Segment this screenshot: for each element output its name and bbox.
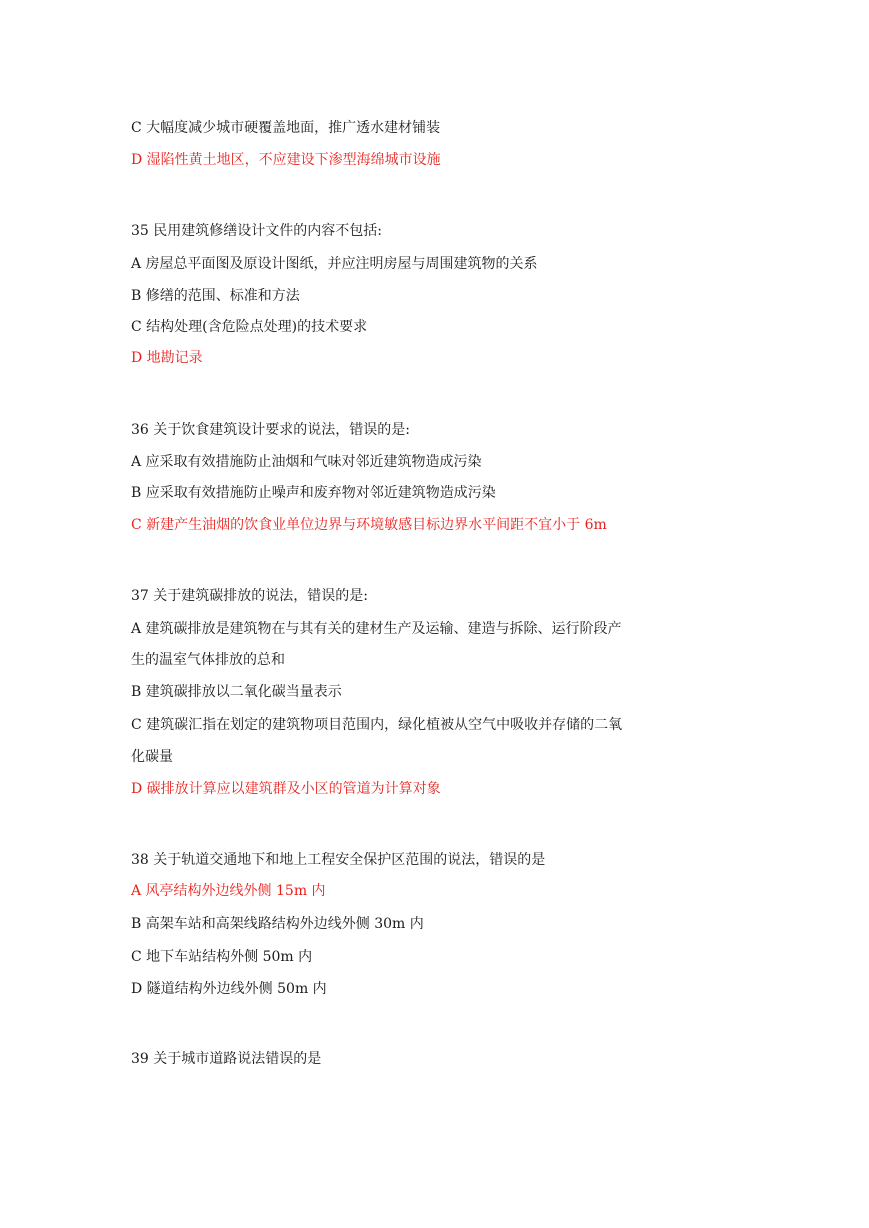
q36-option-c-answer: C 新建产生油烟的饮食业单位边界与环境敏感目标边界水平间距不宜小于 6m [131, 517, 607, 533]
q34-option-c: C 大幅度减少城市硬覆盖地面，推广透水建材铺装 [131, 120, 441, 136]
q34-option-d-answer: D 湿陷性黄土地区，不应建设下渗型海绵城市设施 [131, 152, 441, 168]
q35-option-a: A 房屋总平面图及原设计图纸，并应注明房屋与周围建筑物的关系 [131, 256, 538, 272]
q35-question: 35 民用建筑修缮设计文件的内容不包括: [131, 223, 382, 239]
q37-option-b: B 建筑碳排放以二氧化碳当量表示 [131, 684, 342, 700]
q36-question: 36 关于饮食建筑设计要求的说法，错误的是: [131, 422, 410, 438]
q39-question: 39 关于城市道路说法错误的是 [131, 1051, 322, 1067]
q35-option-c: C 结构处理(含危险点处理)的技术要求 [131, 319, 368, 335]
q37-option-c-line1: C 建筑碳汇指在划定的建筑物项目范围内，绿化植被从空气中吸收并存储的二氧 [131, 717, 623, 733]
q37-option-c-line2: 化碳量 [131, 749, 173, 765]
q35-option-b: B 修缮的范围、标准和方法 [131, 288, 300, 304]
q37-question: 37 关于建筑碳排放的说法，错误的是: [131, 588, 368, 604]
q38-question: 38 关于轨道交通地下和地上工程安全保护区范围的说法，错误的是 [131, 852, 546, 868]
q38-option-b: B 高架车站和高架线路结构外边线外侧 30m 内 [131, 916, 424, 932]
q37-option-d-answer: D 碳排放计算应以建筑群及小区的管道为计算对象 [131, 781, 441, 797]
q35-option-d-answer: D 地勘记录 [131, 350, 203, 366]
q38-option-c: C 地下车站结构外侧 50m 内 [131, 949, 313, 965]
q36-option-a: A 应采取有效措施防止油烟和气味对邻近建筑物造成污染 [131, 454, 482, 470]
q37-option-a-line1: A 建筑碳排放是建筑物在与其有关的建材生产及运输、建造与拆除、运行阶段产 [131, 621, 622, 637]
q38-option-d: D 隧道结构外边线外侧 50m 内 [131, 981, 327, 997]
q38-option-a-answer: A 风亭结构外边线外侧 15m 内 [131, 883, 326, 899]
q37-option-a-line2: 生的温室气体排放的总和 [131, 652, 285, 668]
q36-option-b: B 应采取有效措施防止噪声和废弃物对邻近建筑物造成污染 [131, 485, 496, 501]
